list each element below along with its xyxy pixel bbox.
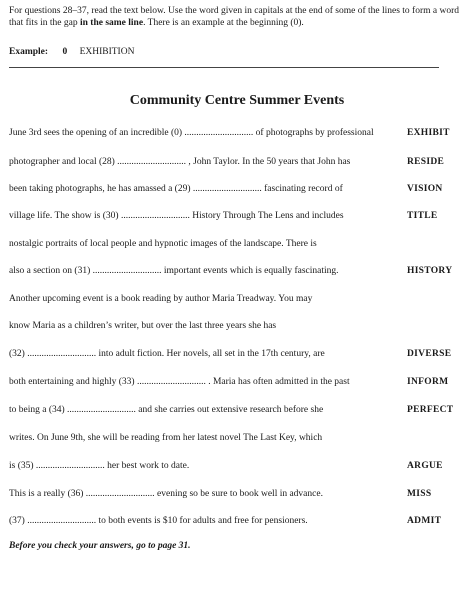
divider (9, 67, 439, 68)
line-keyword: TITLE (407, 211, 438, 221)
line-keyword: INFORM (407, 377, 449, 387)
line-text: both entertaining and highly (33) ............................. . Maria has often admitted in the past (9, 377, 350, 387)
line-text: been taking photographs, he has amassed a (29) ............................. fascinating record of (9, 184, 343, 194)
line-keyword: MISS (407, 489, 432, 499)
line-keyword: RESIDE (407, 157, 445, 167)
line-text: also a section on (31) ............................. important events which is equally fascinating. (9, 266, 339, 276)
text-line (9, 128, 469, 142)
text-line (9, 211, 469, 225)
line-text: June 3rd sees the opening of an incredible (0) ............................. of photographs by professional (9, 128, 374, 138)
text-line (9, 349, 469, 363)
example-line (9, 47, 134, 57)
text-line (9, 405, 469, 419)
line-keyword: ARGUE (407, 461, 443, 471)
text-line (9, 489, 469, 503)
line-text: know Maria as a children’s writer, but over the last three years she has (9, 321, 277, 331)
line-text: (32) ............................. into adult fiction. Her novels, all set in the 17th century, are (9, 349, 325, 359)
text-line (9, 266, 469, 280)
text-line (9, 461, 469, 475)
text-line (9, 157, 469, 171)
line-text: is (35) ............................. her best work to date. (9, 461, 190, 471)
text-line (9, 184, 469, 198)
line-text: nostalgic portraits of local people and hypnotic images of the landscape. There is (9, 239, 317, 249)
example-word: EXHIBITION (79, 47, 135, 57)
line-text: writes. On June 9th, she will be reading from her latest novel The Last Key, which (9, 433, 323, 443)
line-text: This is a really (36) ............................. evening so be sure to book well in advance. (9, 489, 323, 499)
text-line (9, 321, 469, 335)
instructions-part1: For questions 28–37, read the text below. Use the word given in capitals at the end of some of the lines to form a word that fits in the gap (9, 6, 460, 28)
line-text: to being a (34) ............................. and she carries out extensive research before she (9, 405, 324, 415)
instructions (9, 5, 464, 29)
text-line (9, 433, 469, 447)
line-keyword: VISION (407, 184, 443, 194)
line-keyword: DIVERSE (407, 349, 452, 359)
line-text: (37) ............................. to both events is $10 for adults and free for pensioners. (9, 516, 308, 526)
text-line (9, 516, 469, 530)
text-line (9, 294, 469, 308)
line-text: photographer and local (28) ............................. , John Taylor. In the 50 years that John has (9, 157, 351, 167)
example-label: Example: (9, 47, 49, 57)
line-keyword: ADMIT (407, 516, 442, 526)
footer-note: Before you check your answers, go to page 31. (9, 541, 191, 551)
text-line (9, 239, 469, 253)
line-keyword: PERFECT (407, 405, 454, 415)
line-text: Another upcoming event is a book reading by author Maria Treadway. You may (9, 294, 313, 304)
example-number: 0 (62, 47, 68, 57)
instructions-part2: . There is an example at the beginning (0). (143, 18, 304, 28)
line-keyword: HISTORY (407, 266, 453, 276)
text-line (9, 377, 469, 391)
page-title: Community Centre Summer Events (129, 93, 345, 108)
line-keyword: EXHIBIT (407, 128, 450, 138)
instructions-bold: in the same line (79, 18, 144, 28)
line-text: village life. The show is (30) ............................. History Through The Lens and includes (9, 211, 344, 221)
